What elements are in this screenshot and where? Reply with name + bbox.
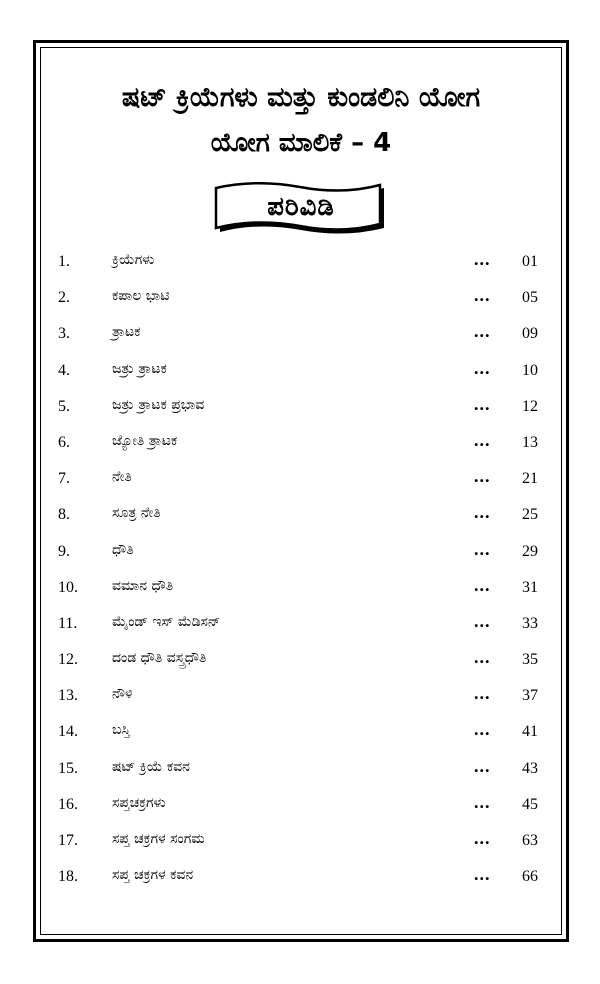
toc-row [58,681,538,717]
toc-page-number: 10 [522,361,538,379]
toc-leader: ... [474,538,491,559]
toc-row [58,428,538,464]
toc-number: 6. [58,433,70,451]
toc-leader: ... [474,574,491,595]
toc-leader: ... [474,249,491,269]
book-title: ಷಟ್ ಕ್ರಿಯೆಗಳು ಮತ್ತು ಕುಂಡಲಿನಿ ಯೋಗ [121,82,481,113]
toc-title: ಕ್ರಿಯೆಗಳು [112,252,155,268]
toc-number: 7. [58,470,70,488]
toc-row [58,247,538,283]
toc-number: 17. [58,832,78,849]
toc-leader: ... [474,610,491,631]
toc-row [58,754,538,790]
toc-page-number: 09 [522,325,538,343]
toc-page-number: 31 [522,578,538,596]
toc-title: ವಮಾನ ಧೌತಿ [112,577,174,594]
toc-number: 10. [58,578,78,596]
toc-page-number: 01 [522,253,538,270]
toc-row [58,790,538,826]
toc-page-number: 29 [522,542,538,560]
toc-number: 4. [58,361,70,379]
toc-title: ಕಪಾಲ ಭಾಟಿ [112,288,170,305]
toc-page-number: 45 [522,795,538,813]
toc-number: 8. [58,506,70,524]
toc-leader: ... [474,647,491,668]
toc-title: ಜತ್ರು ತ್ರಾಟಕ ಪ್ರಭಾವ [112,396,205,413]
toc-leader: ... [474,466,491,487]
toc-number: 12. [58,651,78,669]
toc-number: 2. [58,289,70,307]
toc-page-number: 66 [522,868,538,886]
toc-leader: ... [474,393,491,414]
toc-row [58,392,538,428]
toc-page-number: 12 [522,397,538,415]
toc-leader: ... [474,321,491,342]
toc-page-number: 05 [522,289,538,307]
toc-row [58,283,538,319]
toc-row [58,537,538,573]
toc-number: 16. [58,795,78,813]
contents-heading: ಪರಿವಿಡಿ [267,192,335,222]
toc-title: ನೇತಿ [112,469,132,486]
toc-leader: ... [474,755,491,776]
toc-number: 9. [58,542,70,560]
toc-page-number: 35 [522,651,538,669]
toc-row [58,609,538,645]
toc-row [58,500,538,536]
toc-title: ಸೂತ್ರ ನೇತಿ [112,505,161,522]
toc-row [58,645,538,681]
series-subtitle: ಯೋಗ ಮಾಲಿಕೆ – 4 [210,128,392,158]
toc-row [58,319,538,355]
toc-title: ದಂಡ ಧೌತಿ ವಸ್ತ್ರಧೌತಿ [112,650,207,667]
toc-row [58,464,538,500]
toc-page-number: 13 [522,433,538,451]
toc-number: 1. [58,253,70,270]
toc-leader: ... [474,719,491,740]
toc-row [58,356,538,392]
toc-title: ಜತ್ರು ತ್ರಾಟಕ [112,360,167,377]
toc-number: 15. [58,759,78,777]
toc-title: ಸಪ್ತಚಕ್ರಗಳು [112,794,166,811]
toc-title: ಬಸ್ತಿ [112,722,131,739]
toc-title: ಜ್ಯೋತಿ ತ್ರಾಟಕ [112,432,178,449]
toc-title: ಧೌತಿ [112,541,134,558]
toc-row [58,573,538,609]
toc-leader: ... [474,828,491,848]
toc-number: 5. [58,397,70,415]
contents-banner [212,182,390,240]
toc-page-number: 43 [522,759,538,777]
toc-leader: ... [474,791,491,812]
toc-title: ಸಪ್ತ ಚಕ್ರಗಳ ಕವನ [112,867,194,884]
toc-title: ಷಟ್ ಕ್ರಿಯೆ ಕವನ [112,758,190,775]
toc-leader: ... [474,357,491,378]
toc-page-number: 41 [522,723,538,741]
table-of-contents [58,247,538,898]
toc-page-number: 37 [522,687,538,705]
toc-title: ಸಪ್ತ ಚಕ್ರಗಳ ಸಂಗಮ [112,831,205,847]
toc-row [58,717,538,753]
toc-page-number: 25 [522,506,538,524]
toc-page-number: 63 [522,832,538,849]
toc-leader: ... [474,864,491,885]
toc-leader: ... [474,683,491,704]
toc-leader: ... [474,429,491,450]
toc-title: ತ್ರಾಟಕ [112,324,141,341]
toc-row [58,826,538,862]
toc-number: 11. [58,614,78,632]
toc-number: 18. [58,868,78,886]
toc-number: 13. [58,687,78,705]
toc-title: ನೌಳಿ [112,686,133,703]
toc-number: 14. [58,723,78,741]
toc-leader: ... [474,502,491,523]
toc-title: ಮೈಂಡ್ ಇಸ್ ಮೆಡಿಸನ್ [112,613,221,630]
toc-row [58,862,538,898]
toc-page-number: 21 [522,470,538,488]
toc-page-number: 33 [522,614,538,632]
toc-leader: ... [474,285,491,306]
toc-number: 3. [58,325,70,343]
